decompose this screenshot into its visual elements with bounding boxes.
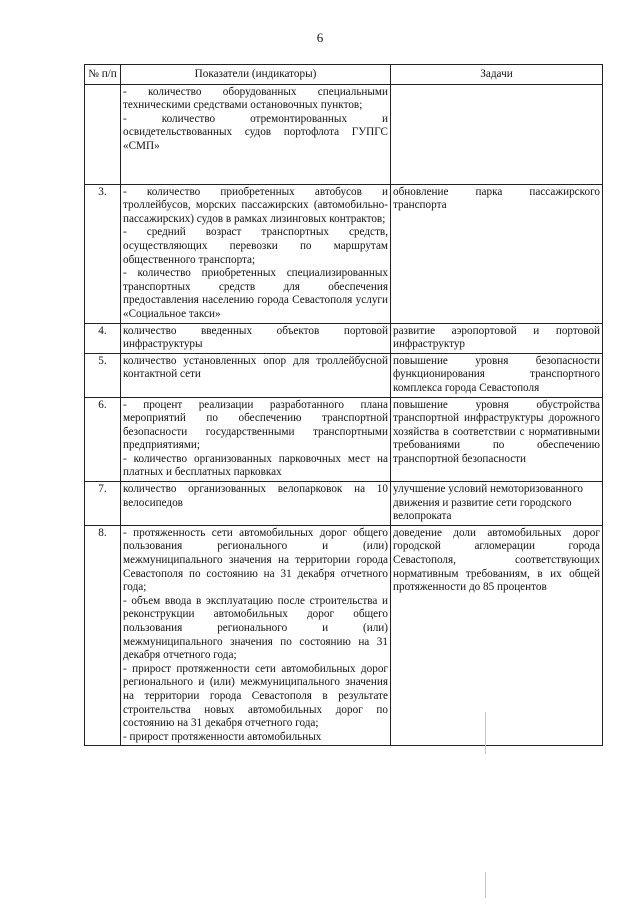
task-text: обновление парка пассажирского транспорта bbox=[393, 185, 600, 212]
indicator-item: - прирост протяженности автомобильных bbox=[123, 730, 322, 743]
task-cell bbox=[391, 323, 603, 353]
indicator-item: количество организованных велопарковок на 10 велосипедов bbox=[123, 483, 388, 509]
indicator-item: - количество отремонтированных и освидетельствованных судов портофлота ГУПГС «СМП» bbox=[123, 112, 388, 152]
row-number: 4. bbox=[85, 323, 121, 353]
row-number bbox=[85, 84, 121, 184]
header-tasks: Задачи bbox=[391, 65, 603, 85]
indicator-item: - количество приобретенных автобусов и троллейбусов, морских пассажирских (автомобильно-пассажирских) судов в рамках лизинговых контрактов; bbox=[123, 185, 388, 225]
indicators-cell bbox=[121, 184, 391, 323]
scan-artifact-line bbox=[485, 872, 486, 898]
row-number: 6. bbox=[85, 397, 121, 482]
indicator-item: количество введенных объектов портовой инфраструктуры bbox=[123, 324, 388, 351]
task-cell bbox=[391, 397, 603, 482]
indicators-cell bbox=[121, 482, 391, 526]
indicator-item: количество установленных опор для троллейбусной контактной сети bbox=[123, 354, 388, 381]
table-row bbox=[85, 323, 603, 353]
task-text: повышение уровня обустройства транспортной инфраструктуры дорожного хозяйства в соответствии с нормативными требованиями по обеспечению транспортной безопасности bbox=[393, 398, 600, 465]
task-cell bbox=[391, 84, 603, 184]
table-row bbox=[85, 84, 603, 184]
indicator-item: - объем ввода в эксплуатацию после строительства и реконструкции автомобильных дорог общего пользования регионального и (или) межмуниципального значения по состоянию на 31 декабря отчетного года; bbox=[123, 594, 388, 662]
indicator-item: - средний возраст транспортных средств, осуществляющих перевозки по маршрутам общественного транспорта; bbox=[123, 226, 388, 266]
task-text: повышение уровня безопасности функционирования транспортного комплекса города Севастополя bbox=[393, 354, 600, 394]
task-text: улучшение условий немоторизованного движения и развитие сети городского велопроката bbox=[393, 483, 583, 523]
table-header-row bbox=[85, 65, 603, 85]
indicator-item: - прирост протяженности сети автомобильных дорог регионального и (или) межмуниципального значения на территории города Севастополя в результате строительства новых автомобильных дорог по состоянию на 31 декабря отчетного года; bbox=[123, 662, 388, 730]
indicator-item: - процент реализации разработанного плана мероприятий по обеспечению транспортной безопасности государственными транспортными предприятиями; bbox=[123, 398, 388, 452]
table-row bbox=[85, 397, 603, 482]
row-number: 5. bbox=[85, 353, 121, 397]
task-cell bbox=[391, 353, 603, 397]
indicator-item: - количество приобретенных специализированных транспортных средств для обеспечения предоставления населению города Севастополя услуги «Социальное такси» bbox=[123, 267, 388, 320]
header-num: № п/п bbox=[85, 65, 121, 85]
indicator-item: - количество организованных парковочных мест на платных и бесплатных парковках bbox=[123, 452, 388, 479]
task-text: доведение доли автомобильных дорог городской агломерации города Севастополя, соответствующих нормативным требованиям, в их общей протяженности до 85 процентов bbox=[393, 526, 600, 594]
indicators-cell bbox=[121, 353, 391, 397]
table-row bbox=[85, 525, 603, 746]
indicator-item: - количество оборудованных специальными техническими средствами остановочных пунктов; bbox=[123, 85, 388, 112]
row-number: 3. bbox=[85, 184, 121, 323]
indicators-table bbox=[84, 64, 603, 746]
indicators-cell bbox=[121, 84, 391, 184]
indicators-cell bbox=[121, 397, 391, 482]
task-text: развитие аэропортовой и портовой инфраструктур bbox=[393, 324, 600, 351]
scan-artifact-line bbox=[485, 712, 486, 754]
indicator-item: - протяженность сети автомобильных дорог общего пользования регионального и (или) межмуниципального значения на территории города Севастополя по состоянию на 31 декабря отчетного года; bbox=[123, 526, 388, 594]
table-row bbox=[85, 482, 603, 526]
indicators-cell bbox=[121, 525, 391, 746]
indicators-cell bbox=[121, 323, 391, 353]
task-cell bbox=[391, 525, 603, 746]
header-indicators: Показатели (индикаторы) bbox=[121, 65, 391, 85]
row-number: 8. bbox=[85, 525, 121, 746]
row-number: 7. bbox=[85, 482, 121, 526]
page-number: 6 bbox=[316, 30, 324, 45]
task-cell bbox=[391, 184, 603, 323]
table-row bbox=[85, 184, 603, 323]
task-cell bbox=[391, 482, 603, 526]
table-row bbox=[85, 353, 603, 397]
